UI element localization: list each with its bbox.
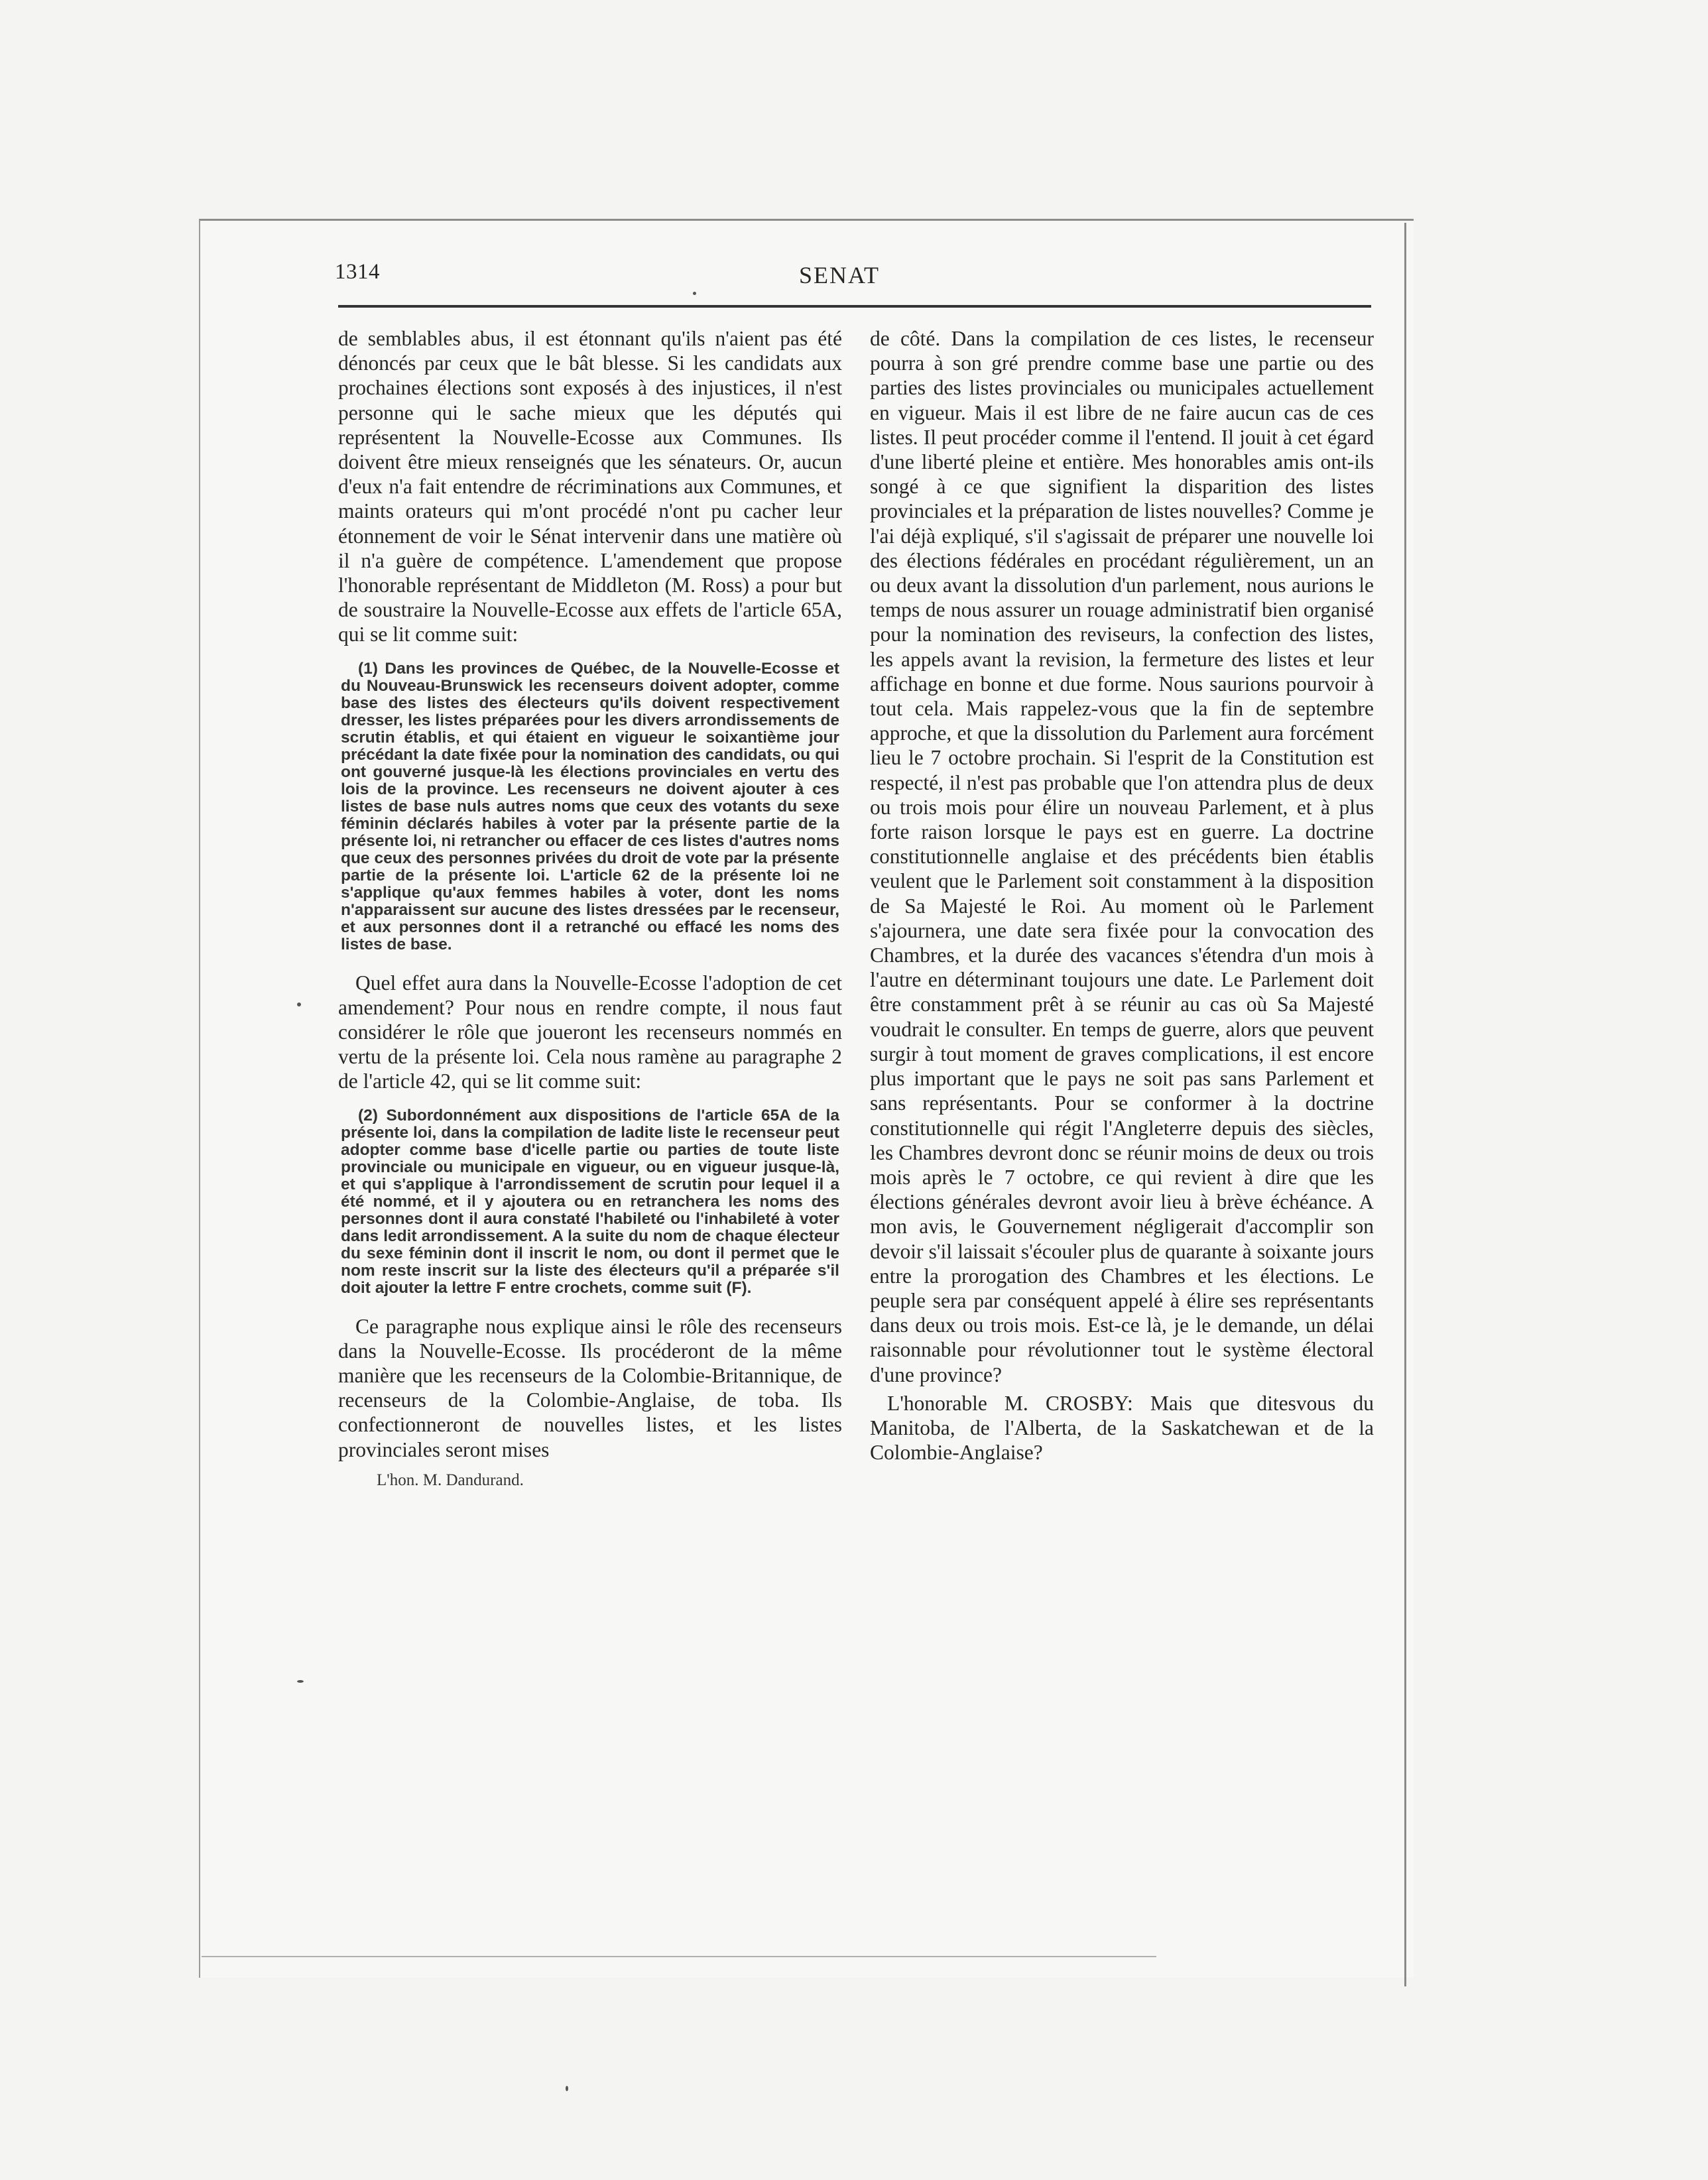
left-column: [338, 326, 842, 1490]
header-rule: [338, 305, 1371, 308]
page-number: 1314: [335, 260, 380, 284]
page-edge-right: [1404, 223, 1406, 1986]
margin-speck: [297, 1680, 304, 1683]
right-paragraph-1: de côté. Dans la compilation de ces listes, le recenseur pourra à son gré prendre comme base une partie ou des parties des listes provinciales ou municipales actuellement en vigueur. Mais il est libre de ne faire aucun cas de ces listes. Il peut procéder comme il l'entend. Il jouit à cet égard d'une liberté pleine et entière. Mes honorables amis ont-ils songé à ce que signifient la disparition des listes provinciales et la préparation de listes nouvelles? Comme je l'ai déjà expliqué, s'il s'agissait de préparer une nouvelle loi des élections fédérales en procédant régulièrement, un an ou deux avant la dissolution d'un parlement, nous aurions le temps de nous assurer un rouage administratif bien organisé pour la nomination des reviseurs, la confection des listes, les appels avant la revision, la fermeture des listes et leur affichage en bonne et due forme. Nous saurions pourvoir à tout cela. Mais rappelez-vous que la fin de septembre approche, et que la dissolution du Parlement aura forcément lieu le 7 octobre prochain. Si l'esprit de la Constitution est respecté, il n'est pas probable que l'on attendra plus de deux ou trois mois pour élire un nouveau Parlement, et à plus forte raison lorsque le pays est en guerre. La doctrine constitutionnelle anglaise et des précédents bien établis veulent que le Parlement soit constamment à la disposition de Sa Majesté le Roi. Au moment où le Parlement s'ajournera, une date sera fixée pour la convocation des Chambres, et la durée des vacances s'étendra d'un mois à l'autre en déterminant toujours une date. Le Parlement doit être constamment prêt à se réunir au cas où Sa Majesté voudrait le consulter. En temps de guerre, alors que peuvent surgir à tout moment de graves complications, il est encore plus important que le pays ne soit pas sans Parlement et sans représentants. Pour se conformer à la doctrine constitutionnelle qui régit l'Angleterre depuis des siècles, les Chambres devront donc se réunir moins de deux ou trois mois après le 7 octobre, ce qui revient à dire que les élections générales devront avoir lieu à brève échéance. A mon avis, le Gouvernement négligerait d'accomplir son devoir s'il laissait s'écouler plus de quarante à soixante jours entre la prorogation des Chambres et les élections. Le peuple sera par conséquent appelé à élire ses représentants dans deux ou trois mois. Est-ce là, je le demande, un délai raisonnable pour révolutionner tout le système électoral d'une province?: [870, 327, 1374, 1386]
left-paragraph-3: Ce paragraphe nous explique ainsi le rôle des recenseurs dans la Nouvelle-Ecosse. Ils procéderont de la même manière que les recenseurs de la Colombie-Britannique, de recenseurs de la Colombie-Anglaise, de toba. Ils confectionneront de nouvelles listes, et les listes provinciales seront mises: [338, 1314, 842, 1461]
quoted-article-65a: (1) Dans les provinces de Québec, de la Nouvelle-Ecosse et du Nouveau-Brunswick les recenseurs doivent adopter, comme base des listes des électeurs qu'ils doivent respectivement dresser, les listes préparées pour les divers arrondissements de scrutin établis, et qui étaient en vigueur le soixantième jour précédant la date fixée pour la nomination des candidats, ou qui ont gouverné jusque-là les élections provinciales en vertu des lois de la province. Les recenseurs ne doivent ajouter à ces listes de base nuls autres noms que ceux des votants du sexe féminin déclarés habiles à voter par la présente partie de la présente loi, ni retrancher ou effacer de ces listes d'autres noms que ceux des personnes privées du droit de vote par la présente partie de la présente loi. L'article 62 de la présente loi ne s'applique qu'aux femmes habiles à voter, dont les noms n'apparaissent sur aucune des listes dressées par le recenseur, et aux personnes dont il a retranché ou effacé les noms des listes de base.: [341, 659, 839, 953]
left-paragraph-2: Quel effet aura dans la Nouvelle-Ecosse l'adoption de cet amendement? Pour nous en rendre compte, il nous faut considérer le rôle que joueront les recenseurs nommés en vertu de la présente loi. Cela nous ramène au paragraphe 2 de l'article 42, qui se lit comme suit:: [338, 971, 842, 1093]
scan-speck: [566, 2086, 568, 2091]
right-paragraph-2: L'honorable M. CROSBY: Mais que ditesvous du Manitoba, de l'Alberta, de la Saskatchewan et de la Colombie-Anglaise?: [870, 1391, 1374, 1465]
page-edge-bottom: [202, 1956, 1156, 1957]
margin-speck: [297, 1002, 301, 1006]
left-paragraph-1: de semblables abus, il est étonnant qu'ils n'aient pas été dénoncés par ceux que le bât blesse. Si les candidats aux prochaines élections sont exposés à des injustices, il n'est personne qui le sache mieux que les députés qui représentent la Nouvelle-Ecosse aux Communes. Ils doivent être mieux renseignés que les sénateurs. Or, aucun d'eux n'a fait entendre de récriminations aux Communes, et maints orateurs qui m'ont procédé n'ont pu cacher leur étonnement de voir le Sénat intervenir dans une matière où il n'a guère de compétence. L'amendement que propose l'honorable représentant de Middleton (M. Ross) a pour but de soustraire la Nouvelle-Ecosse aux effets de l'article 65A, qui se lit comme suit:: [338, 327, 842, 646]
footer-speaker-name: L'hon. M. Dandurand.: [377, 1471, 524, 1489]
right-column: [870, 326, 1374, 1465]
page-header: [335, 260, 1376, 300]
quoted-article-42-paragraph-2: (2) Subordonnément aux dispositions de l'article 65A de la présente loi, dans la compilation de ladite liste le recenseur peut adopter comme base d'icelle partie ou parties de toute liste provinciale ou municipale en vigueur, ou en vigueur jusque-là, et qui s'applique à l'arrondissement de scrutin pour lequel il a été nommé, et il y ajoutera ou en retranchera les noms des personnes dont il aura constaté l'habileté ou l'inhabileté à voter dans ledit arrondissement. A la suite du nom de chaque électeur du sexe féminin dont il inscrit le nom, ou dont il permet que le nom reste inscrit sur la liste des électeurs qu'il a préparée s'il doit ajouter la lettre F entre crochets, comme suit (F).: [341, 1106, 839, 1297]
scan-speck: [693, 292, 696, 295]
running-title: SENAT: [799, 262, 881, 288]
